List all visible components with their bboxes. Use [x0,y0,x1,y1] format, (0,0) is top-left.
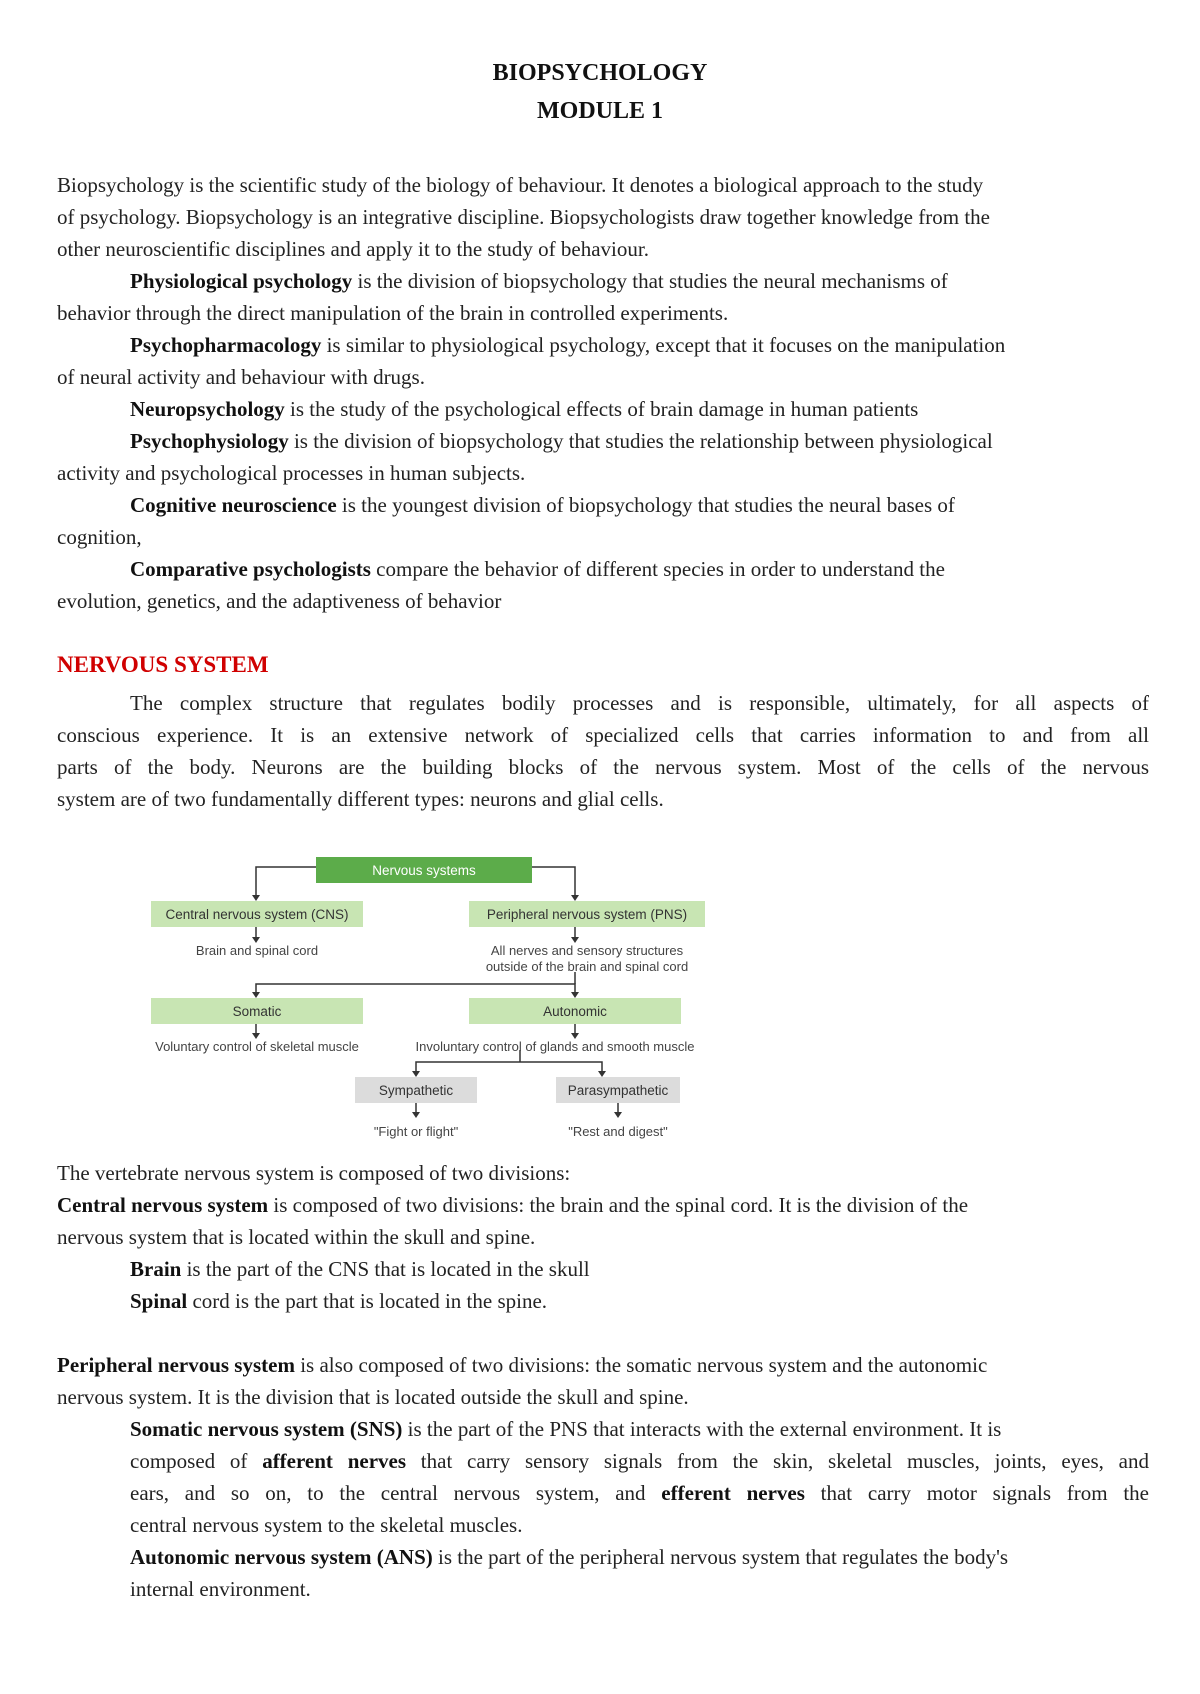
node-autonomic: Autonomic [469,998,681,1024]
term-brain: Brain [130,1257,182,1281]
caption-parasympathetic: "Rest and digest" [568,1124,668,1139]
caption-autonomic: Involuntary control of glands and smooth muscle [415,1039,695,1054]
term-autonomic-nervous-system: Autonomic nervous system (ANS) [130,1545,433,1569]
nervous-system-heading: NERVOUS SYSTEM [57,652,269,677]
pns-definition-cont: nervous system. It is the division that is located outside the skull and spine. [57,1385,689,1409]
division-psychophysiology: Psychophysiology is the division of biopsychology that studies the relationship between physiological [130,429,993,453]
ns-line-2: conscious experience. It is an extensive network of specialized cells that carries information to and from all [57,723,1149,747]
caption-sympathetic: "Fight or flight" [373,1124,459,1139]
vertebrate-intro: The vertebrate nervous system is composed of two divisions: [57,1161,571,1185]
term-psychophysiology: Psychophysiology [130,429,289,453]
term-neuropsychology: Neuropsychology [130,397,285,421]
sns-line-3: ears, and so on, to the central nervous system, and efferent nerves that carry motor signals from the [130,1481,1149,1505]
node-nervous-systems: Nervous systems [316,857,532,883]
term-somatic-nervous-system: Somatic nervous system (SNS) [130,1417,403,1441]
term-cognitive-neuroscience: Cognitive neuroscience [130,493,337,517]
term-afferent-nerves: afferent nerves [262,1449,407,1473]
term-comparative-psychologists: Comparative psychologists [130,557,371,581]
intro-line-2: of psychology. Biopsychology is an integrative discipline. Biopsychologists draw together knowledge from the [57,205,990,229]
brain-definition: Brain is the part of the CNS that is located in the skull [130,1257,590,1281]
ans-definition: Autonomic nervous system (ANS) is the part of the peripheral nervous system that regulates the body's [130,1545,1009,1569]
division-neuropsychology: Neuropsychology is the study of the psychological effects of brain damage in human patients [130,397,919,421]
spinal-definition: Spinal cord is the part that is located in the spine. [130,1289,548,1313]
division-comparative: Comparative psychologists compare the behavior of different species in order to understand the [130,557,945,581]
term-spinal: Spinal [130,1289,188,1313]
node-parasympathetic: Parasympathetic [556,1077,680,1103]
sns-line-2: composed of afferent nerves that carry sensory signals from the skin, skeletal muscles, joints, eyes, and [130,1449,1149,1473]
division-psychopharmacology-cont: of neural activity and behaviour with drugs. [57,365,425,389]
division-psychophysiology-cont: activity and psychological processes in human subjects. [57,461,526,485]
document-title: BIOPSYCHOLOGY [492,60,708,86]
ns-line-4: system are of two fundamentally different types: neurons and glial cells. [57,787,664,811]
intro-line-1: Biopsychology is the scientific study of the biology of behaviour. It denotes a biological approach to the study [57,173,984,197]
node-somatic: Somatic [151,998,363,1024]
term-psychopharmacology: Psychopharmacology [130,333,322,357]
sns-definition: Somatic nervous system (SNS) is the part of the PNS that interacts with the external environment. It is [130,1417,1002,1441]
term-efferent-nerves: efferent nerves [661,1481,805,1505]
connector-pns-branches [256,984,575,992]
connector-autonomic-branches [416,1062,602,1071]
division-psychopharmacology: Psychopharmacology is similar to physiological psychology, except that it focuses on the manipulation [130,333,1006,357]
cns-definition: Central nervous system is composed of two divisions: the brain and the spinal cord. It is the division of the [57,1193,969,1217]
division-cognitive-neuroscience: Cognitive neuroscience is the youngest division of biopsychology that studies the neural bases of [130,493,955,517]
node-cns: Central nervous system (CNS) [151,901,363,927]
module-subtitle: MODULE 1 [537,98,663,124]
caption-somatic: Voluntary control of skeletal muscle [155,1039,359,1054]
intro-line-3: other neuroscientific disciplines and apply it to the study of behaviour. [57,237,649,261]
ns-line-1: The complex structure that regulates bodily processes and is responsible, ultimately, for all aspects of [130,691,1149,715]
caption-pns-2: outside of the brain and spinal cord [485,959,689,974]
node-sympathetic: Sympathetic [355,1077,477,1103]
term-peripheral-nervous-system: Peripheral nervous system [57,1353,295,1377]
division-cognitive-neuroscience-cont: cognition, [57,525,142,549]
caption-cns: Brain and spinal cord [195,943,319,958]
cns-definition-cont: nervous system that is located within the skull and spine. [57,1225,536,1249]
ans-definition-cont: internal environment. [130,1577,311,1601]
caption-pns-1: All nerves and sensory structures [490,943,684,958]
term-central-nervous-system: Central nervous system [57,1193,269,1217]
division-physiological-cont: behavior through the direct manipulation of the brain in controlled experiments. [57,301,729,325]
node-pns: Peripheral nervous system (PNS) [469,901,705,927]
pns-definition: Peripheral nervous system is also composed of two divisions: the somatic nervous system and the autonomic [57,1353,988,1377]
division-comparative-cont: evolution, genetics, and the adaptiveness of behavior [57,589,502,613]
connector-root-cns [256,867,316,895]
ns-line-3: parts of the body. Neurons are the building blocks of the nervous system. Most of the cells of the nervous [57,755,1149,779]
sns-line-4: central nervous system to the skeletal muscles. [130,1513,523,1537]
term-physiological-psychology: Physiological psychology [130,269,353,293]
connector-root-pns [532,867,575,895]
division-physiological: Physiological psychology is the division of biopsychology that studies the neural mechanisms of [130,269,948,293]
